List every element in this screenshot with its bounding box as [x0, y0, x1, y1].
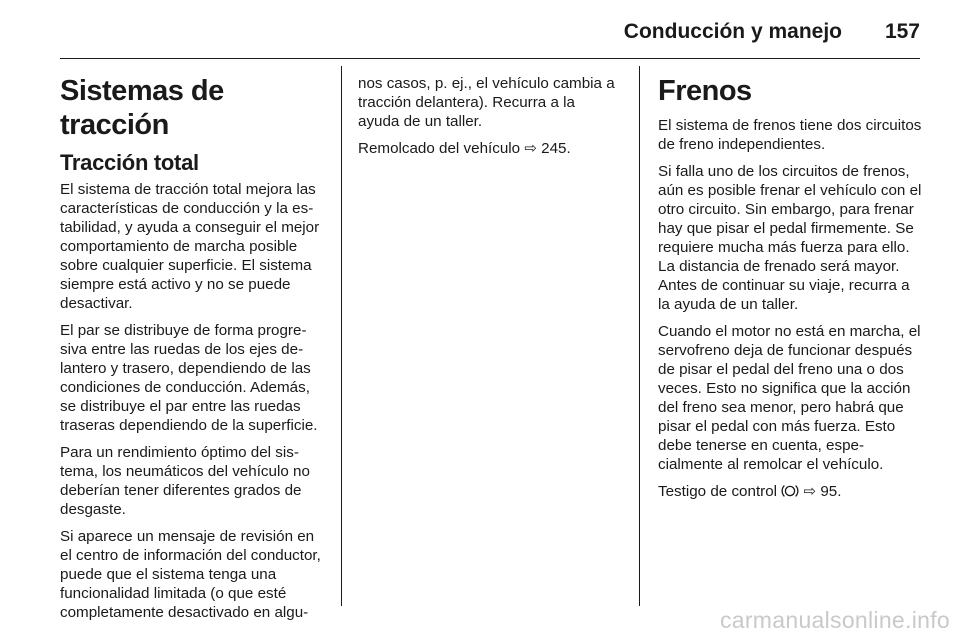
paragraph: El sistema de tracción total mejora las características de conducción y la estabilidad, y ayuda a conseguir el mejor comportamiento de marcha posible sobre cualquier superficie. El sistema siempre está activo y no se puede desactivar. [60, 181, 320, 312]
reference-page[interactable]: 245. [541, 140, 571, 157]
reference-page[interactable]: 95. [820, 483, 842, 500]
reference-text: Remolcado del vehículo [358, 140, 521, 157]
warning-lamp-reference [658, 482, 923, 504]
column-divider-1 [341, 66, 342, 606]
column-3 [658, 68, 923, 512]
section-heading-traction: Sistemas de tracción [60, 75, 224, 141]
watermark: carmanualsonline.info [719, 607, 950, 633]
column-1 [60, 68, 328, 630]
paragraph: Cuando el motor no está en marcha, el servofreno deja de funcionar después de pisar el pedal del freno una o dos veces. Esto no significa que la acción del freno sea menor, pero habrá que pisar el pedal con más fuerza. Esto debe tenerse en cuenta, especialmente al remolcar el vehículo. [658, 323, 921, 473]
paragraph: Si aparece un mensaje de revisión en el centro de información del conductor, puede que el sistema tenga una funcionalidad limitada (o que esté completamente desactivado en algu- [60, 528, 321, 621]
brake-warning-lamp-icon [781, 483, 799, 504]
page-reference-arrow-icon: ⇨ [524, 140, 537, 157]
paragraph: Si falla uno de los circuitos de frenos, aún es posible frenar el vehículo con el otro circuito. Sin embargo, para frenar hay que pisar el pedal firmemente. Se requiere mucha más fuerza para ello. La distancia de frenado será mayor. Antes de continuar su viaje, recurra a la ayuda de un taller. [658, 163, 922, 313]
chapter-title: Conducción y manejo [623, 20, 842, 43]
page-number: 157 [884, 20, 920, 43]
column-divider-2 [639, 66, 640, 606]
reference-text: Testigo de control [658, 483, 778, 500]
page-reference-arrow-icon: ⇨ [803, 483, 817, 500]
subsection-heading-awd: Tracción total [60, 150, 199, 175]
towing-reference [358, 139, 620, 158]
paragraph: nos casos, p. ej., el vehículo cambia a tracción delantera). Recurra a la ayuda de un taller. [358, 75, 615, 130]
section-heading-brakes: Frenos [658, 75, 752, 107]
header-rule [60, 58, 920, 59]
paragraph: El par se distribuye de forma progresiva entre las ruedas de los ejes delantero y trasero, dependiendo de las condiciones de conducción. Además, se distribuye el par entre las ruedas traseras dependiendo de la superficie. [60, 322, 318, 434]
page-header [60, 14, 920, 46]
paragraph: Para un rendimiento óptimo del sistema, los neumáticos del vehículo no deberían tener diferentes grados de desgaste. [60, 444, 310, 518]
column-2 [358, 74, 620, 166]
paragraph: El sistema de frenos tiene dos circuitos de freno independientes. [658, 117, 922, 153]
